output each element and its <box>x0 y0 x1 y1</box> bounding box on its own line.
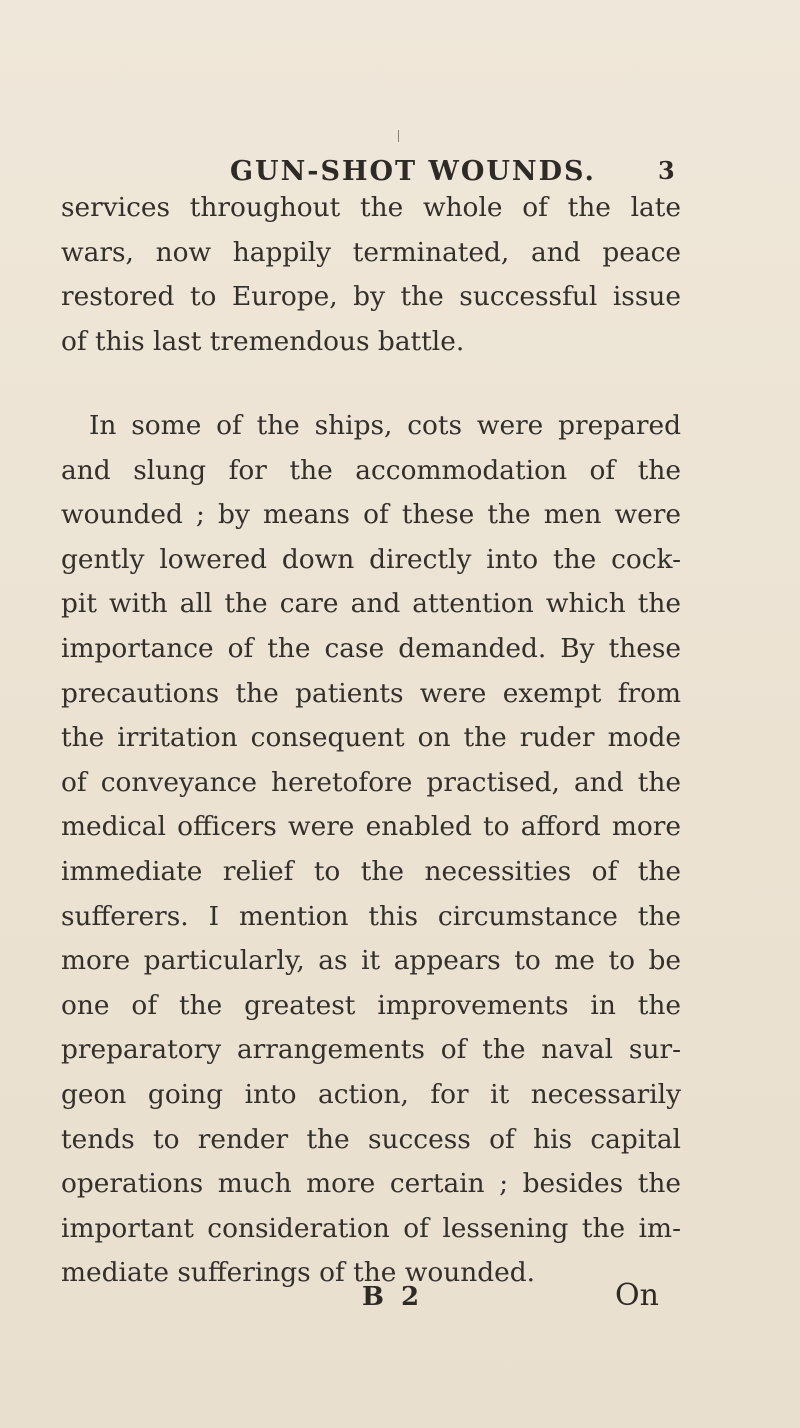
text-line: In some of the ships, cots were prepared <box>89 410 681 441</box>
text-line: preparatory arrangements of the naval sur- <box>61 1034 681 1066</box>
paragraph-2 <box>61 404 681 1296</box>
text-line: geon going into action, for it necessarily <box>61 1078 681 1110</box>
page-number: 3 <box>658 156 675 185</box>
page-mark <box>398 130 399 142</box>
text-line: one of the greatest improvements in the <box>61 989 681 1021</box>
running-title: GUN-SHOT WOUNDS. <box>230 156 596 187</box>
text-line: operations much more certain ; besides the <box>61 1168 681 1200</box>
text-line: the irritation consequent on the ruder mode <box>61 722 681 754</box>
text-line: immediate relief to the necessities of the <box>61 855 681 887</box>
text-line: and slung for the accommodation of the <box>61 454 681 486</box>
running-head <box>0 150 800 190</box>
text-line: more particularly, as it appears to me to be <box>61 945 681 977</box>
text-line: services throughout the whole of the late <box>61 192 681 223</box>
text-line: pit with all the care and attention which the <box>61 588 681 620</box>
text-line: mediate sufferings of the wounded. <box>61 1257 536 1289</box>
paragraph-1 <box>61 186 681 364</box>
text-line: gently lowered down directly into the cock- <box>61 543 681 575</box>
text-line: of this last tremendous battle. <box>61 325 465 357</box>
text-line: wounded ; by means of these the men were <box>61 499 681 531</box>
text-line: importance of the case demanded. By these <box>61 632 681 664</box>
text-line: medical officers were enabled to afford more <box>61 811 681 843</box>
text-line: of conveyance heretofore practised, and the <box>61 766 681 798</box>
text-line: tends to render the success of his capital <box>61 1123 681 1155</box>
signature-mark: B 2 <box>362 1282 424 1312</box>
text-line: sufferers. I mention this circumstance the <box>61 900 681 932</box>
catchword: On <box>615 1278 659 1313</box>
text-line: wars, now happily terminated, and peace <box>61 236 681 268</box>
text-line: important consideration of lessening the im- <box>61 1212 681 1244</box>
text-line: restored to Europe, by the successful issue <box>61 281 681 313</box>
page-footer <box>0 1274 800 1334</box>
text-line: precautions the patients were exempt from <box>61 677 681 709</box>
